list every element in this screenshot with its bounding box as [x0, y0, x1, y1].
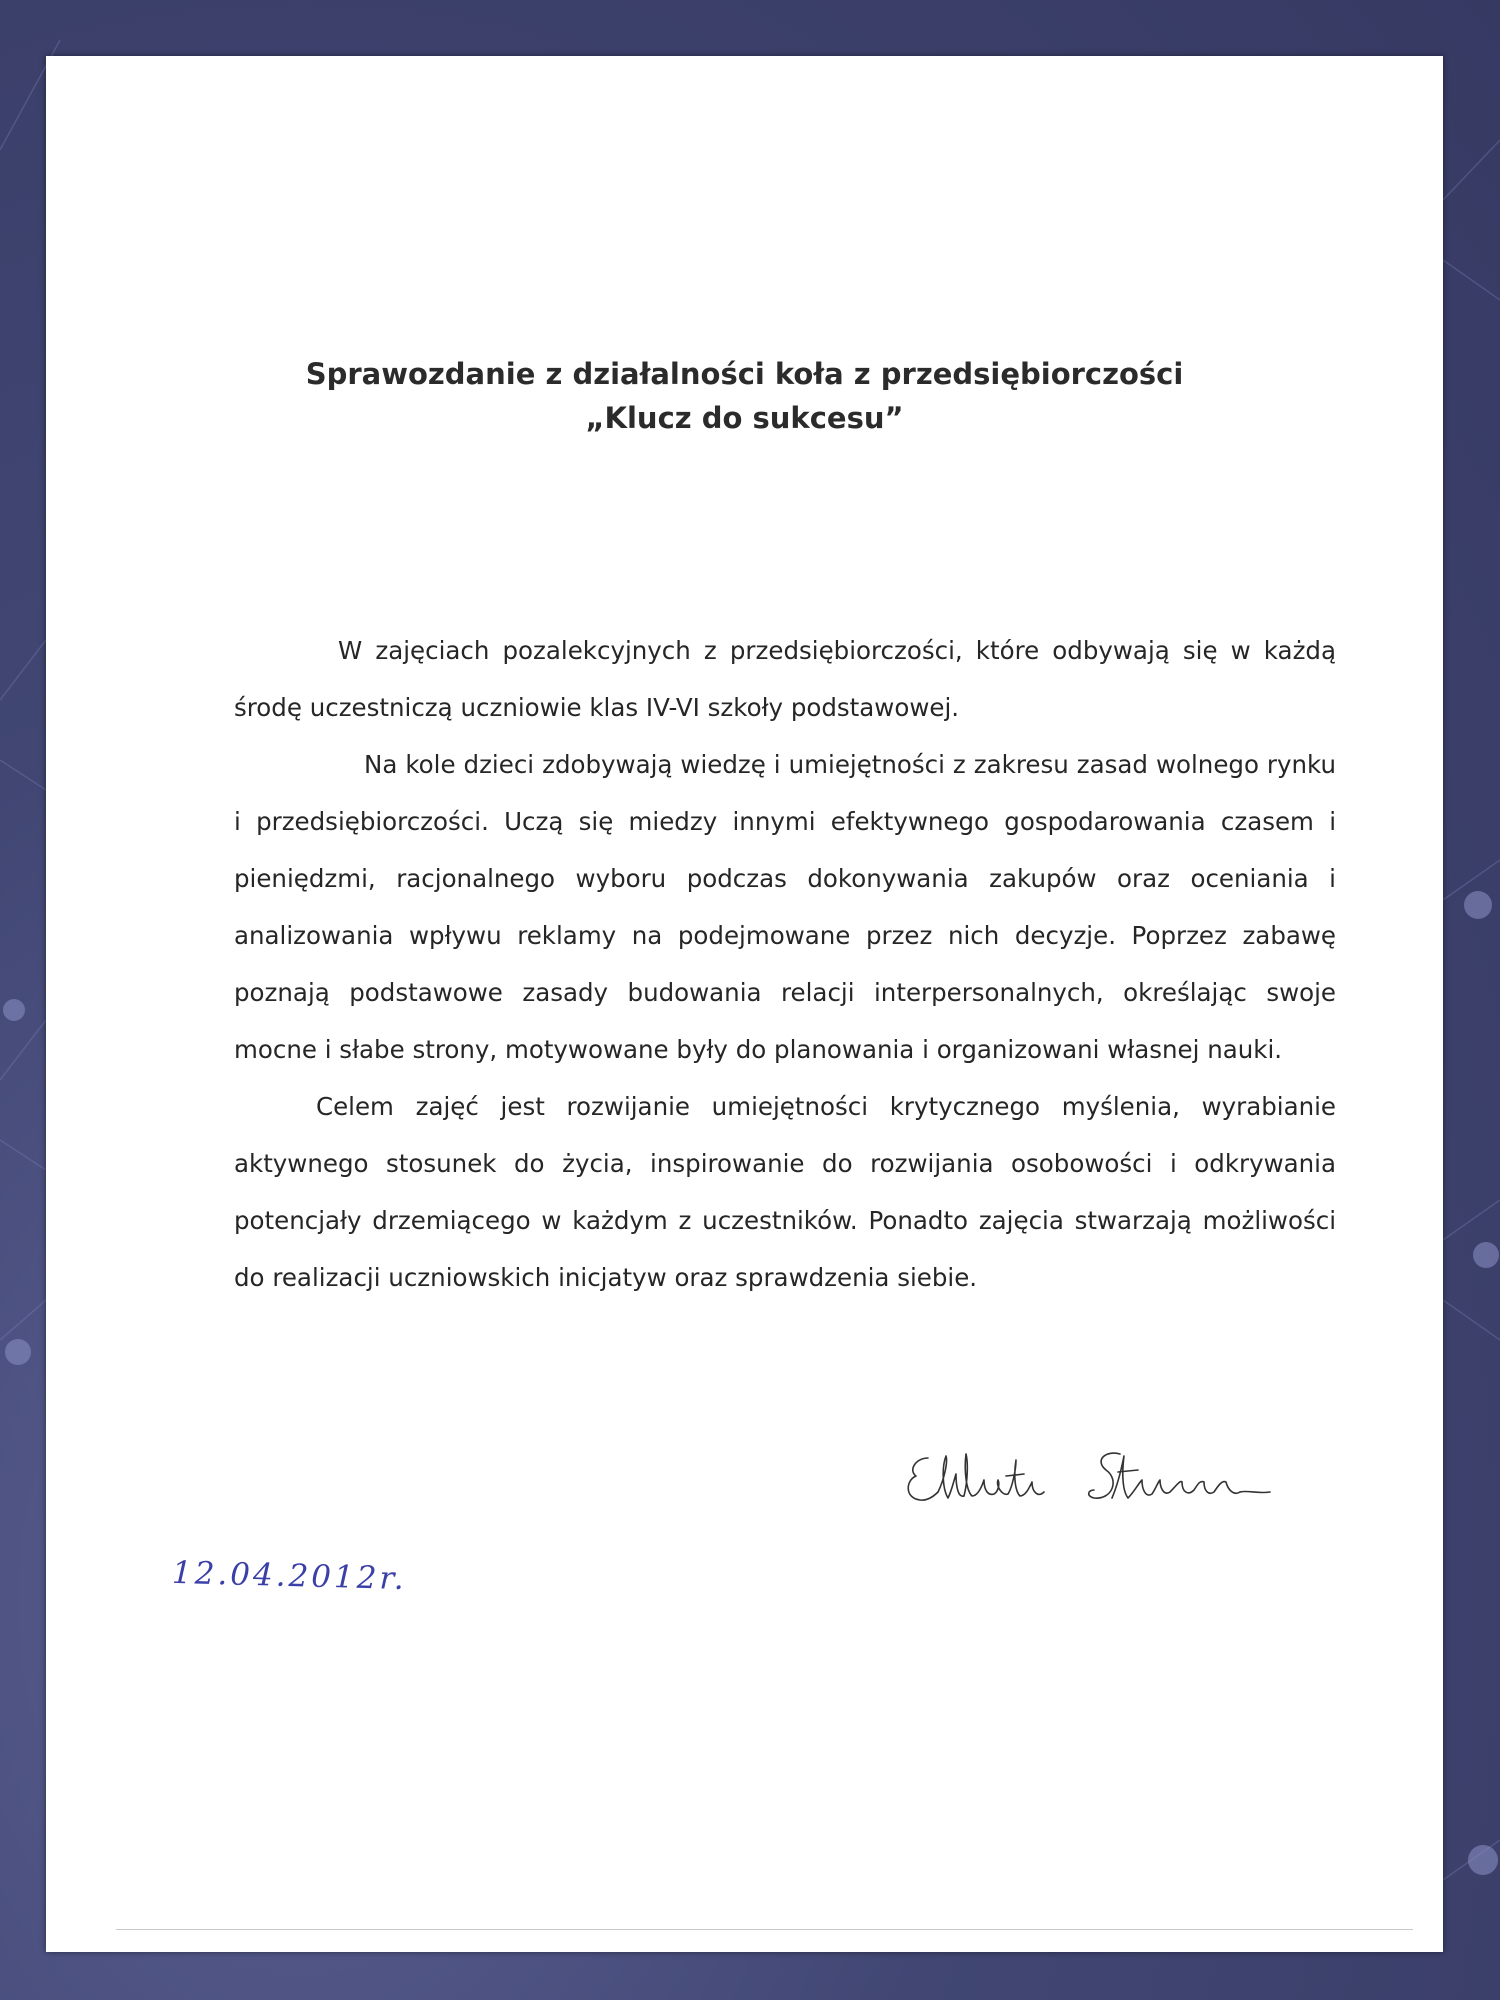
paragraph-1: W zajęciach pozalekcyjnych z przedsiębiorczości, które odbywają się w każdą środę uczestniczą uczniowie klas IV-VI szkoły podstawowej. [234, 636, 1336, 722]
handwritten-signature [898, 1440, 1278, 1520]
title-line-1: Sprawozdanie z działalności koła z przedsiębiorczości [305, 357, 1184, 391]
paragraph-2: Na kole dzieci zdobywają wiedzę i umiejętności z zakresu zasad wolnego rynku i przedsiębiorczości. Uczą się miedzy innymi efektywnego gospodarowania czasem i pieniędzmi, racjonalnego wyboru podczas dokonywania zakupów oraz oceniania i analizowania wpływu reklamy na podejmowane przez nich decyzje. Poprzez zabawę poznają podstawowe zasady budowania relacji interpersonalnych, określając swoje mocne i słabe strony, motywowane były do planowania i organizowani własnej nauki. [234, 750, 1336, 1064]
scanned-page [46, 56, 1443, 1952]
page-bottom-edge [116, 1929, 1413, 1930]
handwritten-date: 12.04.2012r. [171, 1554, 408, 1598]
title-line-2: „Klucz do sukcesu” [585, 401, 904, 435]
document-body [234, 622, 1336, 1306]
paragraph-3: Celem zajęć jest rozwijanie umiejętności krytycznego myślenia, wyrabianie aktywnego stosunek do życia, inspirowanie do rozwijania osobowości i odkrywania potencjały drzemiącego w każdym z uczestników. Ponadto zajęcia stwarzają możliwości do realizacji uczniowskich inicjatyw oraz sprawdzenia siebie. [234, 1092, 1336, 1292]
document-title [46, 352, 1443, 440]
